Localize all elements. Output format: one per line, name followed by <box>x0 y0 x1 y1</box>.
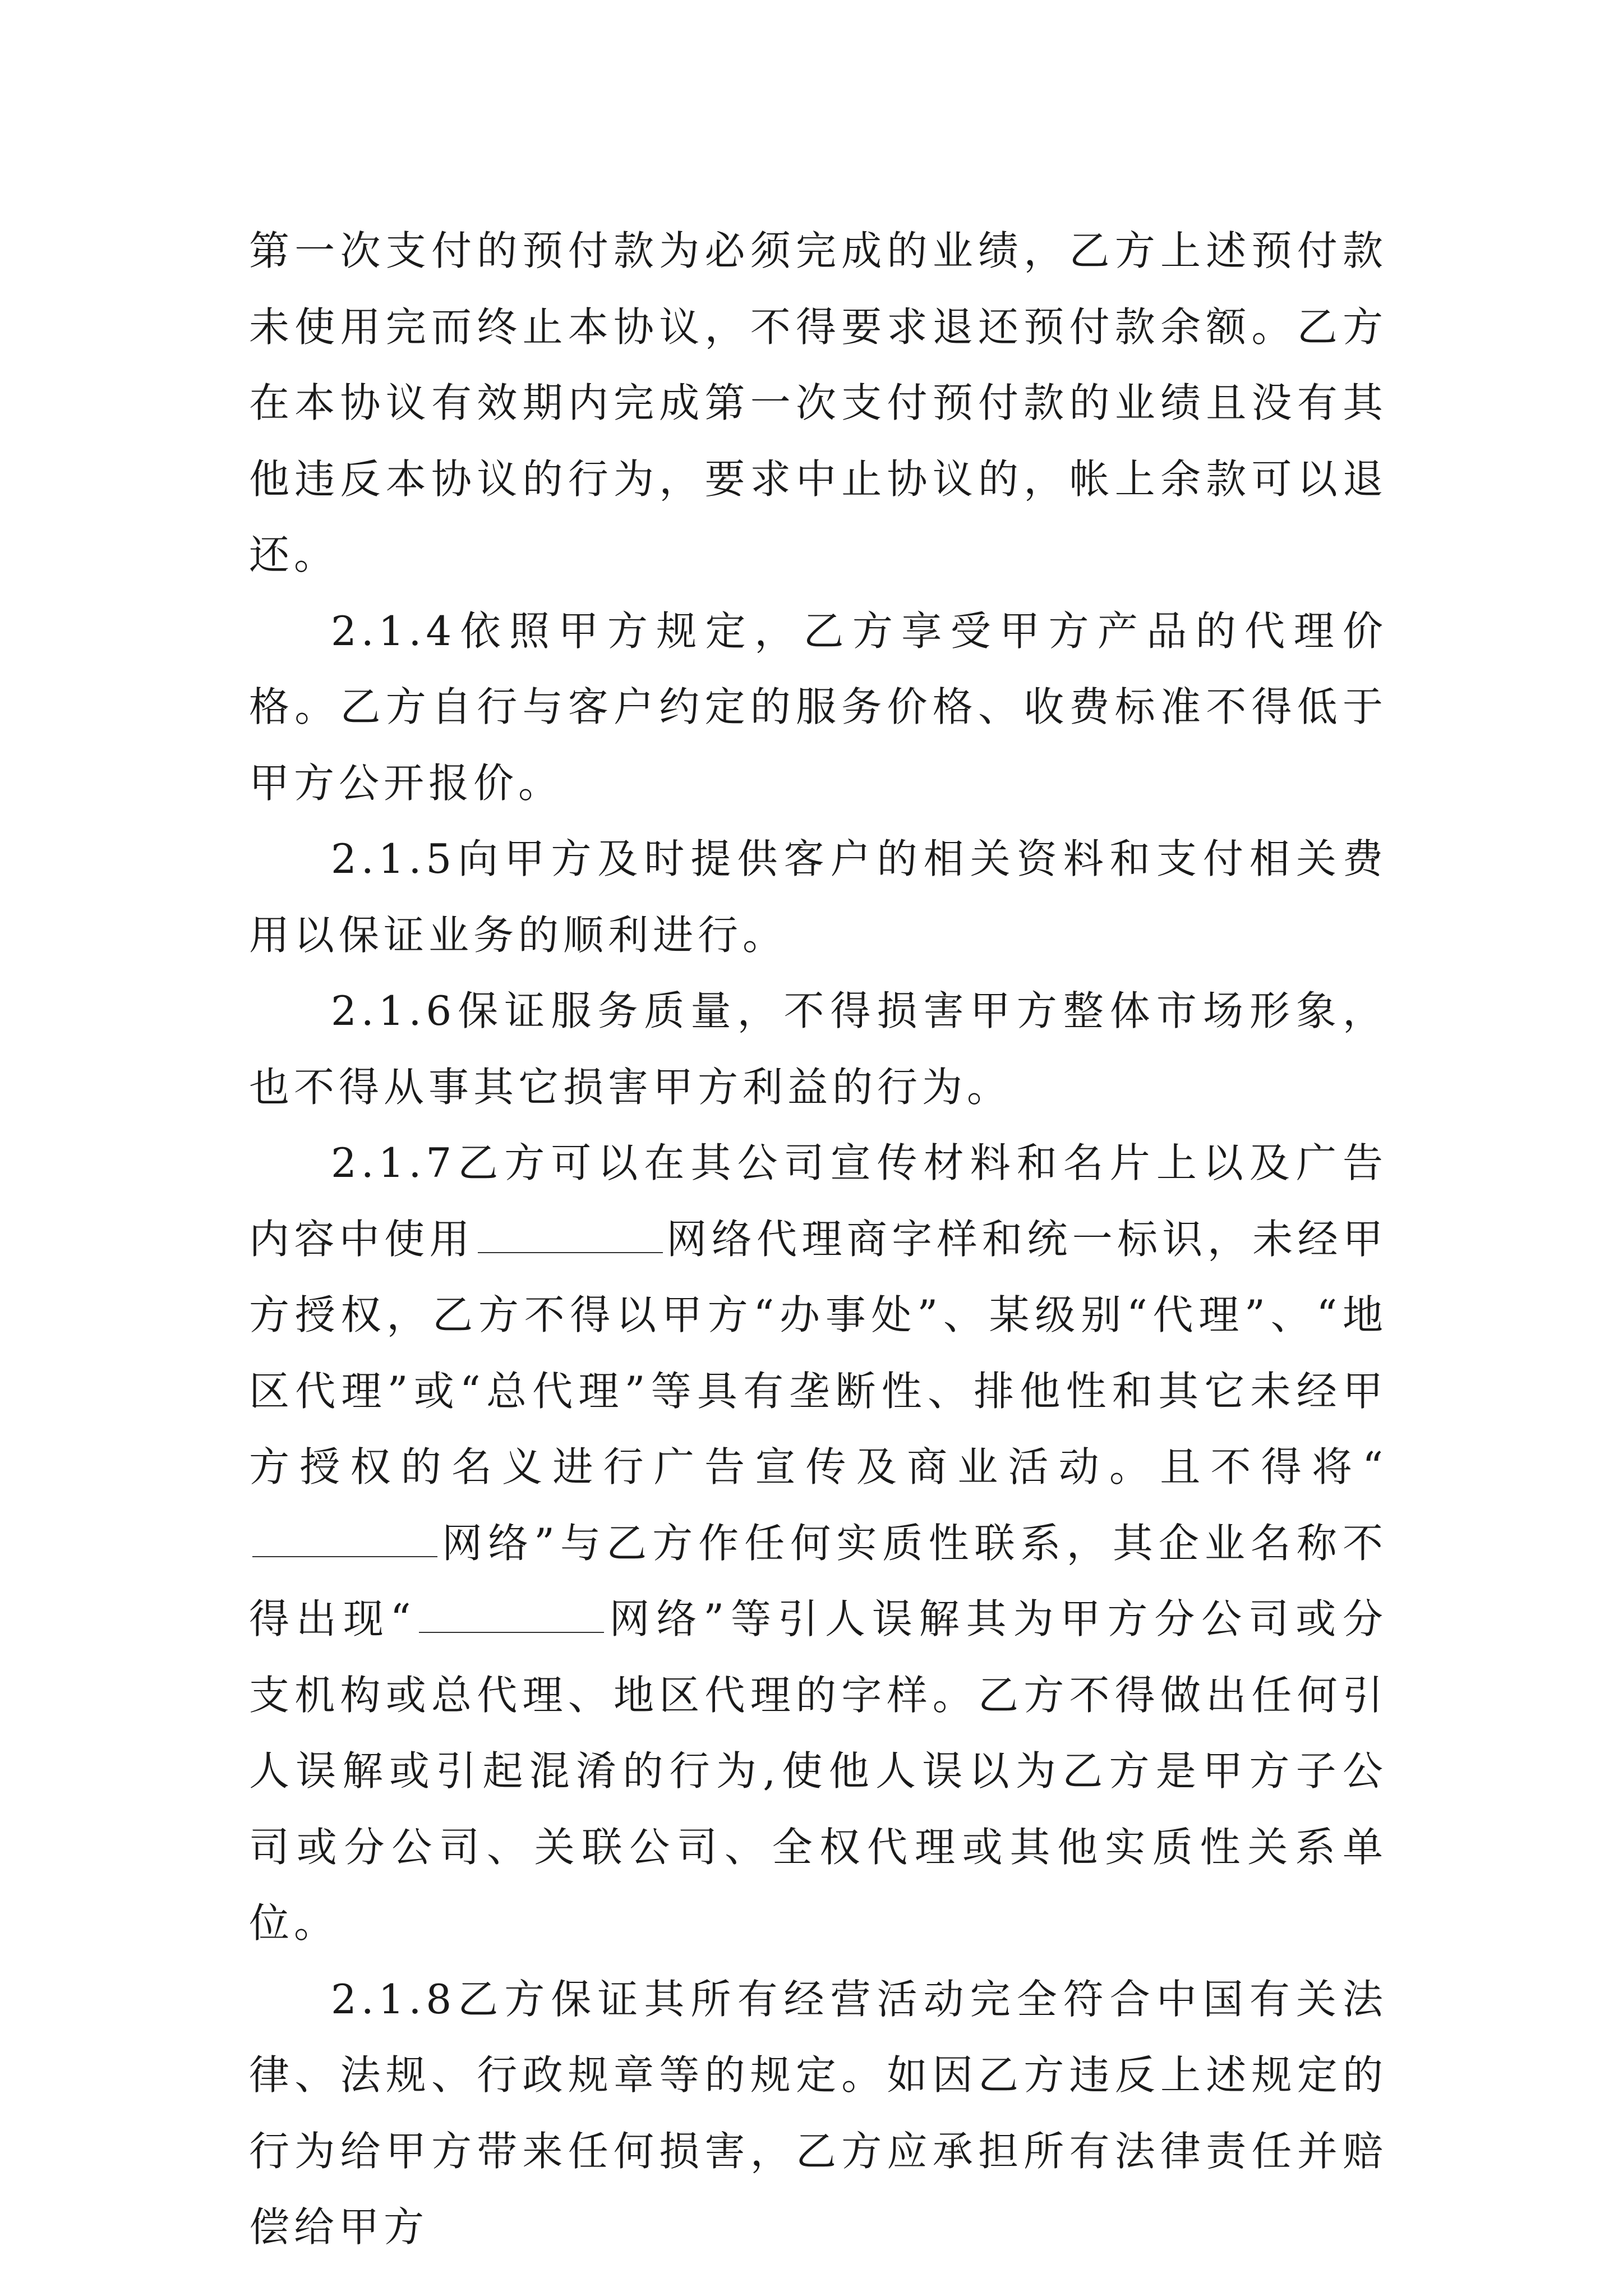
paragraph-2-1-7-segment-1: 2.1.7乙方可以在其公司宣传材料和名片上以及广告内容中使用 <box>249 1139 1387 1263</box>
paragraph-2-1-4: 2.1.4依照甲方规定，乙方享受甲方产品的代理价格。乙方自行与客户约定的服务价格、收费标准不得低于甲方公开报价。 <box>249 607 1387 807</box>
fill-in-blank-1 <box>478 1213 663 1253</box>
paragraph-2-1-6: 2.1.6保证服务质量，不得损害甲方整体市场形象，也不得从事其它损害甲方利益的行为。 <box>249 987 1387 1111</box>
fill-in-blank-3 <box>419 1593 604 1633</box>
paragraph-2-1-7-segment-4: 网络”等引人误解其为甲方分公司或分支机构或总代理、地区代理的字样。乙方不得做出任何引人误解或引起混淆的行为,使他人误以为乙方是甲方子公司或分公司、关联公司、全权代理或其他实质性关系单位。 <box>249 1595 1388 1947</box>
fill-in-blank-2 <box>252 1517 437 1557</box>
paragraph-2-1-7 <box>249 1125 1387 1962</box>
paragraph-2-1-7-segment-2: 网络代理商字样和统一标识，未经甲方授权，乙方不得以甲方“办事处”、某级别“代理”、“地区代理”或“总代理”等具有垄断性、排他性和其它未经甲方授权的名义进行广告宣传及商业活动。且不得将“ <box>249 1215 1387 1490</box>
paragraph-2-1-8: 2.1.8乙方保证其所有经营活动完全符合中国有关法律、法规、行政规章等的规定。如因乙方违反上述规定的行为给甲方带来任何损害，乙方应承担所有法律责任并赔偿给甲方 <box>249 1975 1387 2251</box>
document-body <box>249 213 1387 2266</box>
paragraph-2-1-7-segment-3: 网络”与乙方作任何实质性联系，其企业名称不得出现“ <box>249 1519 1387 1642</box>
paragraph-2-1-3-continued: 第一次支付的预付款为必须完成的业绩，乙方上述预付款未使用完而终止本协议，不得要求退还预付款余额。乙方在本协议有效期内完成第一次支付预付款的业绩且没有其他违反本协议的行为，要求中止协议的，帐上余款可以退还。 <box>249 227 1387 578</box>
paragraph-2-1-5: 2.1.5向甲方及时提供客户的相关资料和支付相关费用以保证业务的顺利进行。 <box>249 835 1387 959</box>
